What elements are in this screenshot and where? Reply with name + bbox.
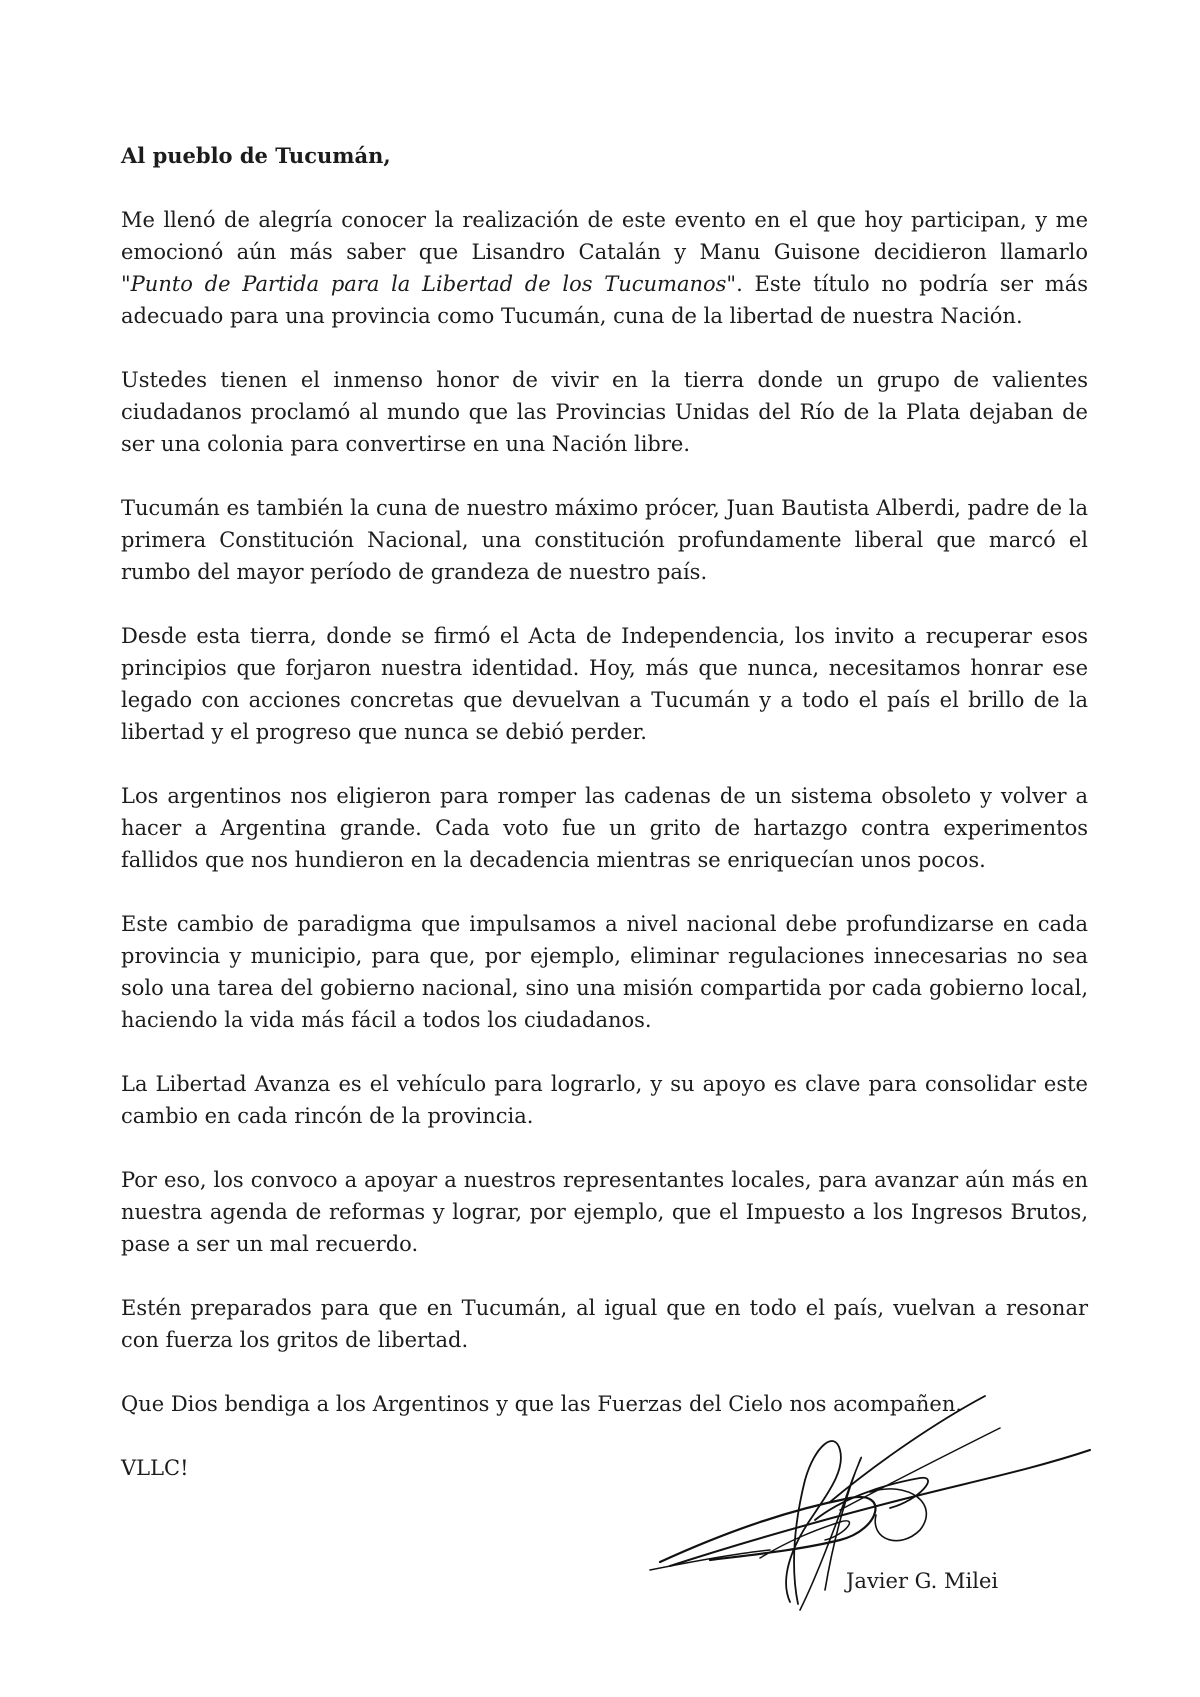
paragraph-7: La Libertad Avanza es el vehículo para lograrlo, y su apoyo es clave para consolidar este cambio en cada rincón de la provincia. [121,1072,1088,1128]
event-title: Punto de Partida para la Libertad de los Tucumanos [130,272,727,296]
letter-body [121,140,1088,1516]
paragraph-3: Tucumán es también la cuna de nuestro máximo prócer, Juan Bautista Alberdi, padre de la primera Constitución Nacional, una constitución profundamente liberal que marcó el rumbo del mayor período de grandeza de nuestro país. [121,496,1088,584]
signature-stroke [830,1396,985,1502]
signature-stroke [840,1428,1000,1510]
paragraph-9: Estén preparados para que en Tucumán, al igual que en todo el país, vuelvan a resonar con fuerza los gritos de libertad. [121,1296,1088,1352]
signature-stroke [670,1450,1090,1566]
salutation: Al pueblo de Tucumán, [121,143,391,168]
paragraph-10: Que Dios bendiga a los Argentinos y que las Fuerzas del Cielo nos acompañen. [121,1392,963,1416]
paragraph-5: Los argentinos nos eligieron para romper las cadenas de un sistema obsoleto y volver a hacer a Argentina grande. Cada voto fue un grito de hartazgo contra experimentos fallidos que nos hundieron en la decadencia mientras se enriquecían unos pocos. [121,784,1088,872]
paragraph-4: Desde esta tierra, donde se firmó el Acta de Independencia, los invito a recuperar esos principios que forjaron nuestra identidad. Hoy, más que nunca, necesitamos honrar ese legado con acciones concretas que devuelvan a Tucumán y a todo el país el brillo de la libertad y el progreso que nunca se debió perder. [121,624,1088,744]
closing: VLLC! [121,1456,189,1480]
paragraph-2: Ustedes tienen el inmenso honor de vivir en la tierra donde un grupo de valientes ciudadanos proclamó al mundo que las Provincias Unidas del Río de la Plata dejaban de ser una colonia para convertirse en una Nación libre. [121,368,1088,456]
paragraph-6: Este cambio de paradigma que impulsamos a nivel nacional debe profundizarse en cada provincia y municipio, para que, por ejemplo, eliminar regulaciones innecesarias no sea solo una tarea del gobierno nacional, sino una misión compartida por cada gobierno local, haciendo la vida más fácil a todos los ciudadanos. [121,912,1088,1032]
paragraph-8: Por eso, los convoco a apoyar a nuestros representantes locales, para avanzar aún más en nuestra agenda de reformas y lograr, por ejemplo, que el Impuesto a los Ingresos Brutos, pase a ser un mal recuerdo. [121,1168,1088,1256]
signer-name: Javier G. Milei [846,1569,999,1593]
paragraph-1 [121,204,1088,332]
paragraph-1-rest: ". Este título no podría ser más adecuado para una provincia como Tucumán, cuna de la libertad de nuestra Nación. [121,272,1088,328]
signature-stroke [870,1489,926,1541]
signature-graphic [640,1390,1100,1640]
paragraph-1-intro: Me llenó de alegría conocer la realización de este evento en el que hoy participan, y me emocionó aún más saber que Lisandro Catalán y Manu Guisone decidieron llamarlo " [121,208,1088,296]
